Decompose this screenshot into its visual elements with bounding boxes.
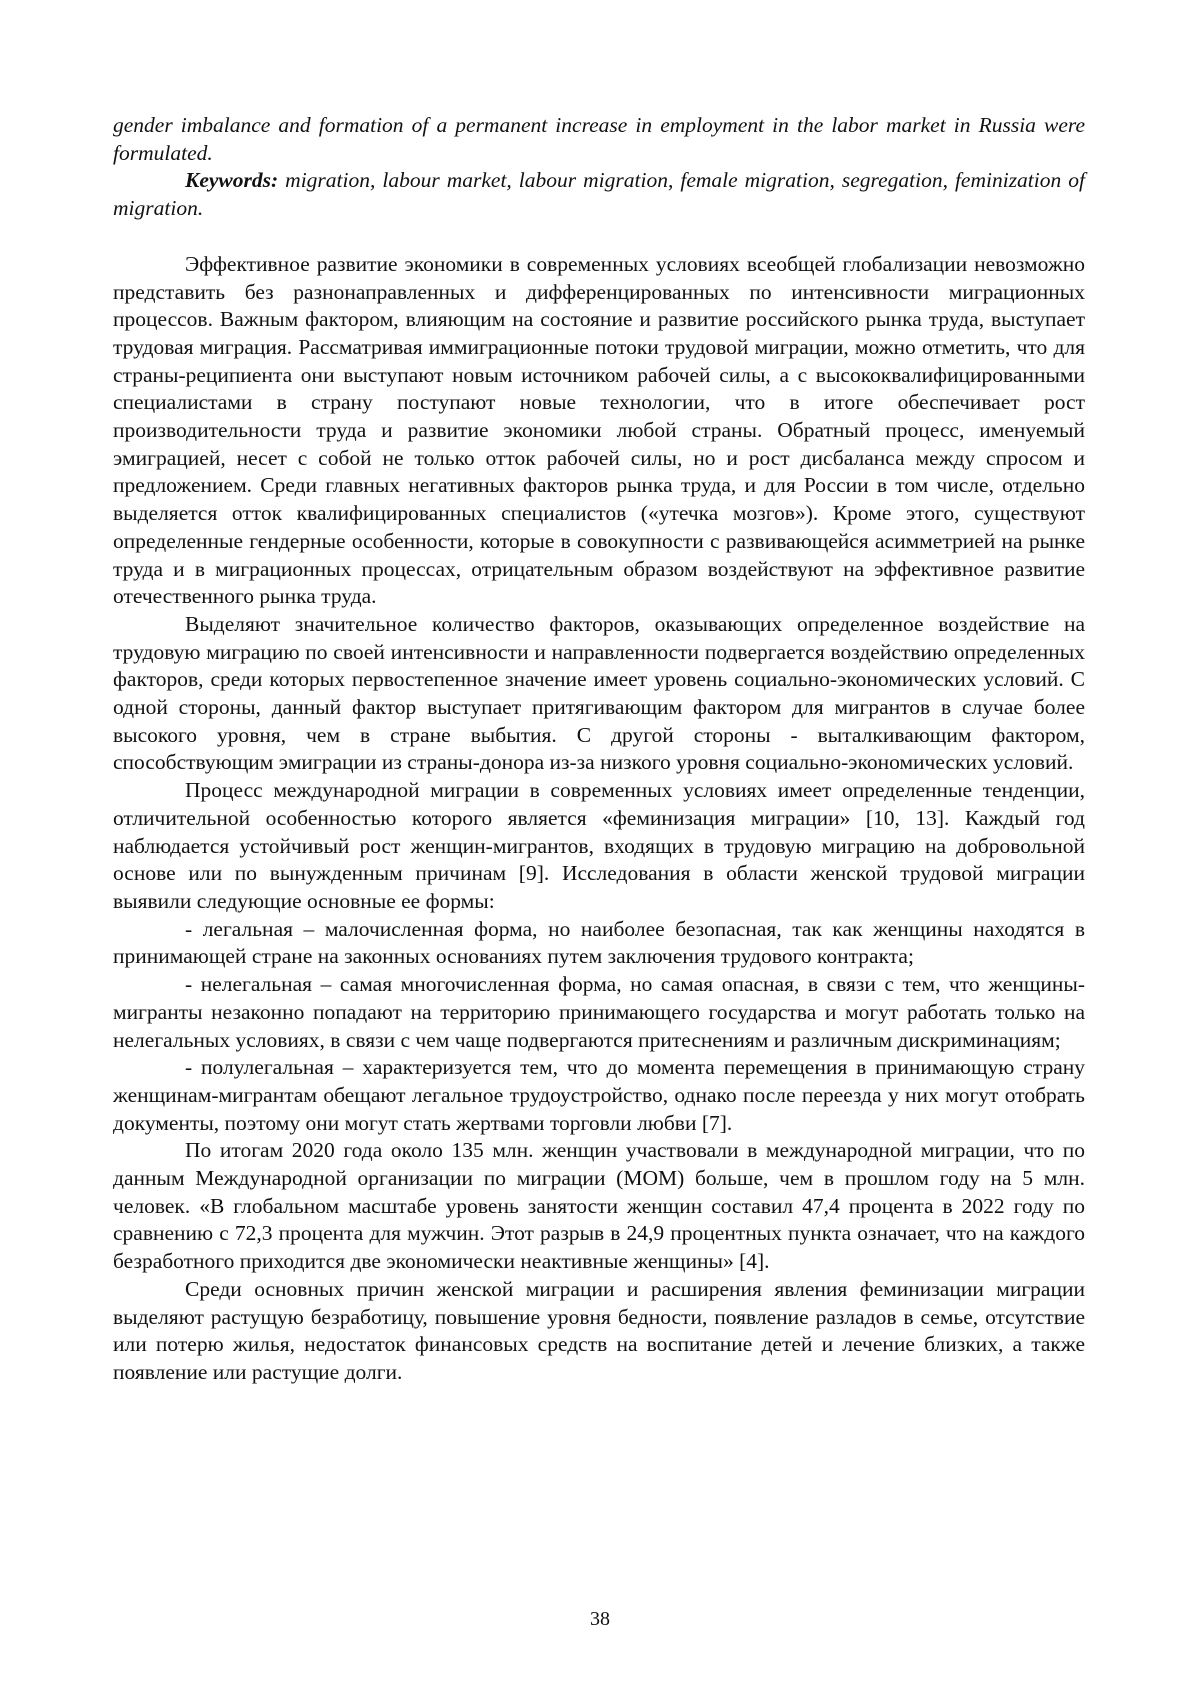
article-body [113,251,1085,1387]
list-item-semilegal: - полулегальная – характеризуется тем, что до момента перемещения в принимающую страну женщинам-мигрантам обещают легальное трудоустройство, однако после переезда у них могут отобрать документы, поэтому они могут стать жертвами торговли любви [7]. [113,1054,1085,1137]
paragraph-5: Среди основных причин женской миграции и расширения явления феминизации миграции выделяют растущую безработицу, повышение уровня бедности, появление разладов в семье, отсутствие или потерю жилья, недостаток финансовых средств на воспитание детей и лечение близких, а также появление или растущие долги. [113,1276,1085,1387]
page-number: 38 [0,1608,1200,1631]
list-item-illegal: - нелегальная – самая многочисленная форма, но самая опасная, в связи с тем, что женщины-мигранты незаконно попадают на территорию принимающего государства и могут работать только на нелегальных условиях, в связи с чем чаще подвергаются притеснениям и различным дискриминациям; [113,971,1085,1054]
list-item-legal: - легальная – малочисленная форма, но наиболее безопасная, так как женщины находятся в принимающей стране на законных основаниях путем заключения трудового контракта; [113,916,1085,971]
paragraph-1: Эффективное развитие экономики в современных условиях всеобщей глобализации невозможно представить без разнонаправленных и дифференцированных по интенсивности миграционных процессов. Важным фактором, влияющим на состояние и развитие российского рынка труда, выступает трудовая миграция. Рассматривая иммиграционные потоки трудовой миграции, можно отметить, что для страны-реципиента они выступают новым источником рабочей силы, а с высококвалифицированными специалистами в страну поступают новые технологии, что в итоге обеспечивает рост производительности труда и развитие экономики любой страны. Обратный процесс, именуемый эмиграцией, несет с собой не только отток рабочей силы, но и рост дисбаланса между спросом и предложением. Среди главных негативных факторов рынка труда, и для России в том числе, отдельно выделяется отток квалифицированных специалистов («утечка мозгов»). Кроме этого, существуют определенные гендерные особенности, которые в совокупности с развивающейся асимметрией на рынке труда и в миграционных процессах, отрицательным образом воздействуют на эффективное развитие отечественного рынка труда. [113,251,1085,611]
keywords-label: Keywords: [185,168,278,192]
paragraph-3: Процесс международной миграции в современных условиях имеет определенные тенденции, отличительной особенностью которого является «феминизация миграции» [10, 13]. Каждый год наблюдается устойчивый рост женщин-мигрантов, входящих в трудовую миграцию на добровольной основе или по вынужденным причинам [9]. Исследования в области женской трудовой миграции выявили следующие основные ее формы: [113,777,1085,916]
paragraph-4: По итогам 2020 года около 135 млн. женщин участвовали в международной миграции, что по данным Международной организации по миграции (МОМ) больше, чем в прошлом году на 5 млн. человек. «В глобальном масштабе уровень занятости женщин составил 47,4 процента в 2022 году по сравнению с 72,3 процента для мужчин. Этот разрыв в 24,9 процентных пункта означает, что на каждого безработного приходится две экономически неактивные женщины» [4]. [113,1137,1085,1276]
paragraph-2: Выделяют значительное количество факторов, оказывающих определенное воздействие на трудовую миграцию по своей интенсивности и направленности подвергается воздействию определенных факторов, среди которых первостепенное значение имеет уровень социально-экономических условий. С одной стороны, данный фактор выступает притягивающим фактором для мигрантов в случае более высокого уровня, чем в стране выбытия. С другой стороны - выталкивающим фактором, способствующим эмиграции из страны-донора из-за низкого уровня социально-экономических условий. [113,611,1085,777]
page-content [113,104,1085,1387]
keywords-line [113,167,1085,222]
keywords-text: migration, labour market, labour migration, female migration, segregation, feminization of migration. [113,168,1085,220]
abstract-tail: gender imbalance and formation of a permanent increase in employment in the labor market in Russia were formulated. [113,104,1085,167]
